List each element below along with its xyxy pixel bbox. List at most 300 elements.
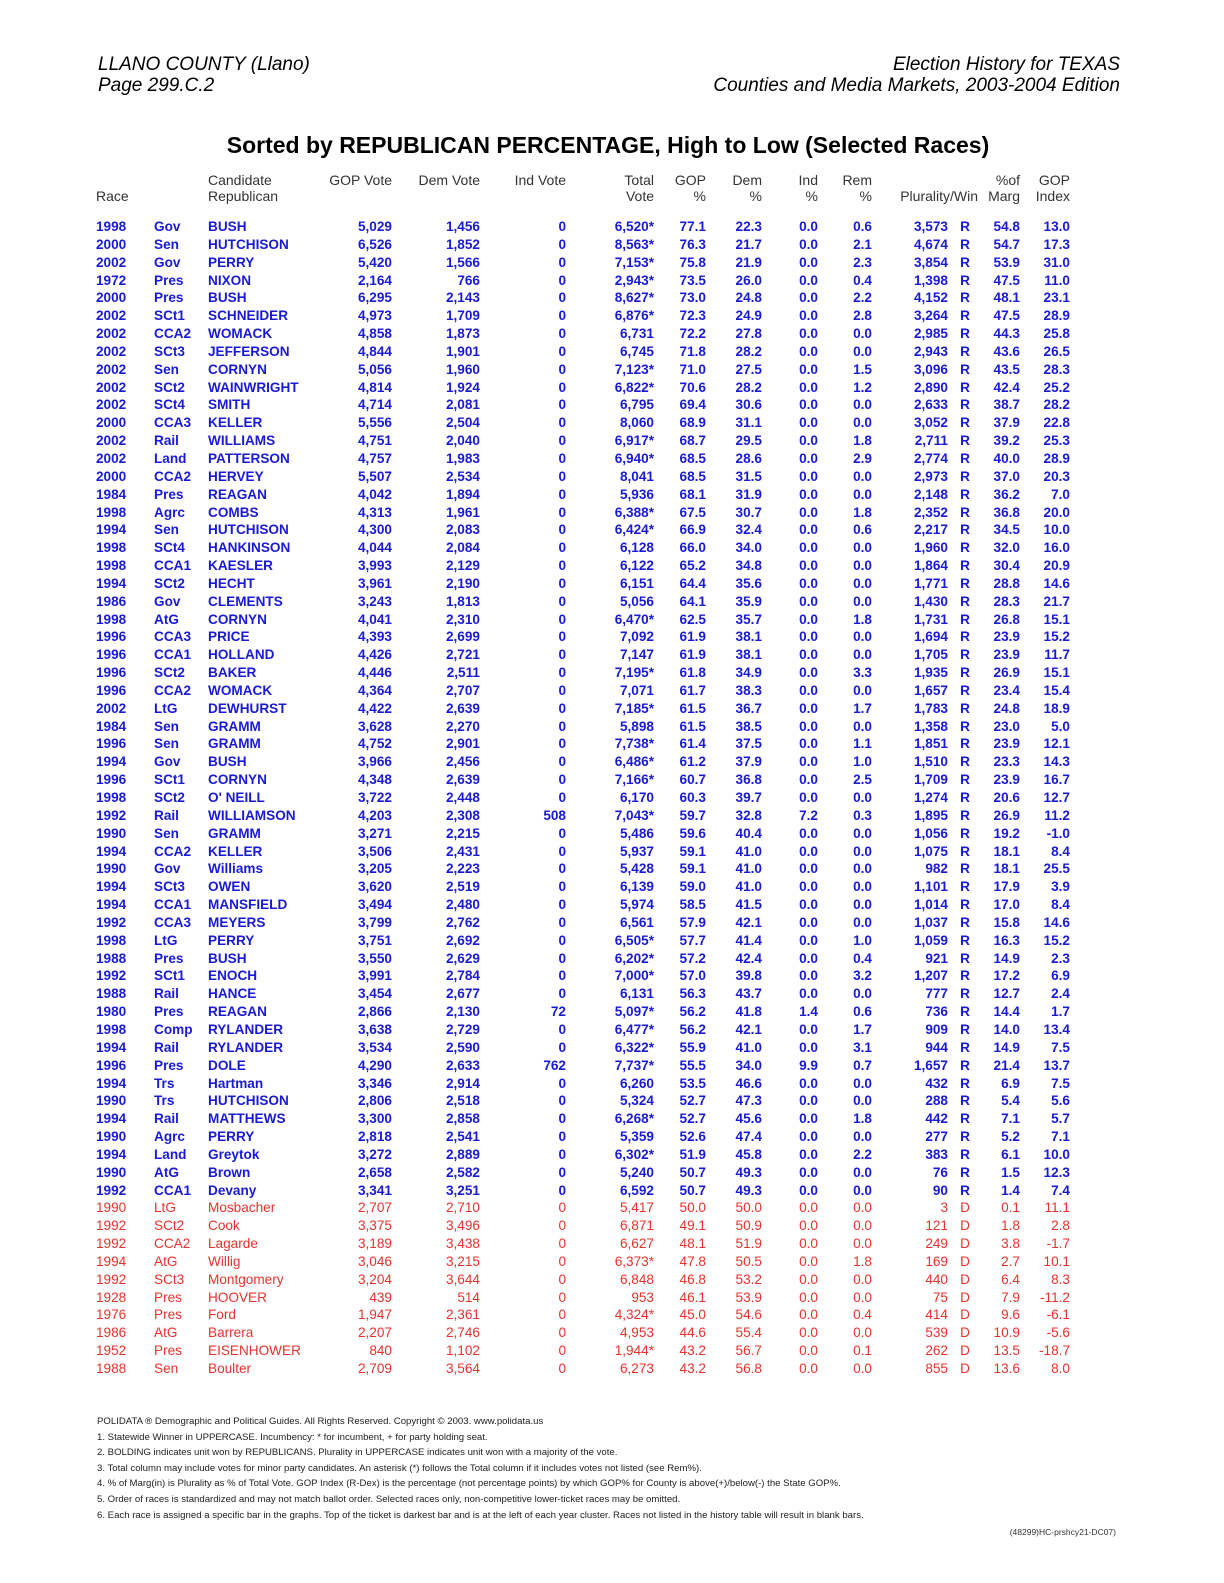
cell-gop-pct: 48.1 [679, 1236, 706, 1252]
cell-plurality: 1,430 [913, 593, 948, 609]
cell-gop-pct: 60.3 [679, 790, 706, 805]
cell-plurality: 1,398 [913, 272, 948, 288]
cell-plurality: 2,774 [913, 450, 948, 466]
cell-candidate: COMBS [208, 504, 259, 520]
cell-office: LtG [154, 700, 178, 716]
cell-gop-vote: 4,290 [357, 1057, 392, 1073]
cell-ind-vote: 0 [558, 629, 566, 645]
cell-dem-vote: 2,633 [445, 1057, 480, 1073]
cell-candidate: GRAMM [208, 736, 261, 752]
cell-office: Pres [154, 950, 184, 966]
page-header-right [713, 54, 1120, 96]
cell-plurality: 1,771 [913, 575, 948, 591]
table-row [94, 1003, 1072, 1021]
cell-total-vote: 6,477* [614, 1021, 654, 1037]
cell-dem-vote: 2,519 [445, 879, 480, 895]
cell-gop-index: -6.1 [1046, 1307, 1070, 1323]
cell-dem-vote: 3,496 [445, 1218, 480, 1234]
cell-dem-vote: 1,983 [445, 450, 480, 466]
cell-ind-pct: 0.0 [799, 486, 818, 502]
cell-gop-index: 1.7 [1051, 1004, 1070, 1020]
cell-rem-pct: 2.9 [853, 450, 872, 466]
cell-pct-margin: 24.8 [993, 700, 1020, 716]
cell-office: SCt4 [154, 397, 185, 413]
cell-dem-pct: 31.5 [735, 468, 762, 484]
cell-winner: R [960, 790, 970, 805]
cell-plurality: 539 [925, 1325, 948, 1341]
county-name: LLANO COUNTY (Llano) [98, 54, 310, 75]
cell-ind-pct: 0.0 [799, 468, 818, 484]
cell-dem-pct: 24.8 [735, 290, 762, 306]
cell-gop-index: 11.1 [1044, 1200, 1070, 1216]
cell-pct-margin: 47.5 [993, 272, 1020, 288]
cell-office: CCA3 [154, 629, 192, 645]
cell-candidate: Mosbacher [208, 1200, 276, 1216]
cell-ind-vote: 0 [558, 879, 566, 895]
cell-office: Trs [154, 1075, 175, 1091]
table-row [94, 950, 1072, 968]
table-row [94, 307, 1072, 325]
table-row [94, 325, 1072, 343]
cell-ind-vote: 0 [558, 1182, 566, 1198]
cell-year: 1996 [96, 736, 127, 752]
cell-plurality: 121 [925, 1218, 948, 1234]
cell-dem-vote: 2,639 [445, 772, 480, 788]
table-row [94, 1164, 1072, 1182]
cell-dem-vote: 2,762 [445, 914, 480, 930]
cell-plurality: 1,274 [913, 790, 948, 805]
cell-candidate: Brown [208, 1164, 251, 1180]
cell-ind-pct: 0.0 [799, 718, 818, 734]
cell-rem-pct: 0.0 [853, 1093, 872, 1109]
cell-pct-margin: 26.9 [993, 807, 1020, 823]
table-row [94, 1271, 1072, 1289]
cell-ind-pct: 0.0 [799, 236, 818, 252]
cell-gop-index: 28.9 [1043, 308, 1070, 324]
cell-ind-vote: 0 [558, 736, 566, 752]
page-number: Page 299.C.2 [98, 75, 215, 96]
cell-dem-vote: 2,310 [445, 611, 480, 627]
cell-rem-pct: 0.4 [853, 950, 872, 966]
cell-year: 2002 [96, 361, 127, 377]
cell-dem-pct: 56.7 [735, 1343, 762, 1359]
cell-pct-margin: 37.9 [993, 415, 1020, 431]
cell-gop-pct: 53.5 [679, 1075, 706, 1091]
cell-rem-pct: 0.6 [853, 522, 872, 538]
cell-dem-vote: 2,081 [445, 397, 480, 413]
table-header [94, 172, 1072, 218]
cell-gop-index: 3.9 [1051, 879, 1070, 895]
cell-ind-vote: 0 [558, 397, 566, 413]
cell-dem-pct: 34.9 [735, 665, 762, 681]
cell-winner: R [960, 236, 970, 252]
cell-dem-pct: 32.8 [735, 807, 762, 823]
table-row [94, 932, 1072, 950]
cell-dem-vote: 1,456 [445, 219, 480, 234]
cell-plurality: 1,731 [913, 611, 948, 627]
cell-gop-vote: 4,426 [357, 647, 392, 663]
cell-gop-pct: 68.5 [679, 468, 706, 484]
cell-gop-index: 17.3 [1043, 236, 1070, 252]
cell-office: Pres [154, 1343, 182, 1359]
cell-gop-vote: 5,556 [357, 415, 392, 431]
cell-year: 1952 [96, 1343, 127, 1359]
cell-ind-vote: 0 [558, 468, 566, 484]
cell-dem-pct: 21.7 [735, 236, 762, 252]
col-rem-pct: Rem % [842, 172, 872, 204]
cell-winner: R [960, 1129, 970, 1145]
cell-dem-pct: 28.2 [735, 343, 762, 359]
cell-plurality: 1,056 [913, 825, 948, 841]
cell-gop-index: 7.1 [1051, 1129, 1070, 1145]
cell-pct-margin: 28.3 [993, 593, 1020, 609]
cell-rem-pct: 2.2 [853, 1146, 872, 1162]
col-gop-pct: GOP % [674, 172, 706, 204]
cell-winner: R [960, 1021, 970, 1037]
cell-year: 2000 [96, 236, 127, 252]
cell-plurality: 3,854 [913, 254, 948, 270]
cell-year: 1990 [96, 861, 127, 877]
table-body [94, 218, 1072, 1378]
cell-ind-vote: 0 [558, 1307, 566, 1323]
cell-winner: R [960, 540, 970, 556]
cell-year: 1928 [96, 1289, 127, 1305]
cell-plurality: 1,895 [913, 807, 948, 823]
cell-pct-margin: 42.4 [993, 379, 1020, 395]
table-row [94, 1306, 1072, 1324]
table-row [94, 896, 1072, 914]
cell-dem-vote: 2,677 [445, 986, 480, 1002]
cell-dem-vote: 514 [457, 1289, 480, 1305]
cell-candidate: RYLANDER [208, 1039, 284, 1055]
cell-total-vote: 7,043* [614, 807, 654, 823]
cell-ind-pct: 0.0 [799, 558, 818, 574]
table-row [94, 450, 1072, 468]
cell-ind-pct: 0.0 [799, 540, 818, 556]
cell-rem-pct: 0.0 [853, 593, 872, 609]
cell-ind-pct: 0.0 [799, 522, 818, 538]
cell-dem-vote: 2,590 [445, 1039, 480, 1055]
cell-total-vote: 5,240 [619, 1164, 654, 1180]
cell-gop-index: 5.0 [1051, 718, 1070, 734]
cell-gop-index: 5.7 [1051, 1111, 1070, 1127]
cell-pct-margin: 39.2 [993, 433, 1020, 449]
cell-winner: R [960, 825, 970, 841]
cell-ind-vote: 0 [558, 450, 566, 466]
cell-dem-pct: 49.3 [735, 1164, 762, 1180]
cell-winner: R [960, 1111, 970, 1127]
table-row [94, 628, 1072, 646]
cell-gop-pct: 68.9 [679, 415, 706, 431]
cell-pct-margin: 16.3 [993, 932, 1020, 948]
cell-candidate: Devany [208, 1182, 257, 1198]
cell-year: 1994 [96, 1039, 127, 1055]
cell-dem-vote: 2,361 [445, 1307, 480, 1323]
cell-pct-margin: 7.9 [1001, 1289, 1020, 1305]
cell-ind-pct: 0.0 [799, 1307, 818, 1323]
cell-pct-margin: 44.3 [993, 326, 1020, 342]
cell-winner: R [960, 1004, 970, 1020]
cell-year: 1984 [96, 718, 127, 734]
cell-plurality: 1,101 [913, 879, 948, 895]
cell-office: SCt2 [154, 379, 185, 395]
cell-dem-vote: 2,083 [445, 522, 480, 538]
cell-total-vote: 7,123* [614, 361, 654, 377]
col-pct-margin: %of Marg [988, 172, 1020, 204]
cell-dem-pct: 34.8 [735, 558, 762, 574]
cell-dem-vote: 2,223 [445, 861, 480, 877]
cell-ind-pct: 0.0 [799, 879, 818, 895]
cell-winner: D [960, 1307, 970, 1323]
cell-dem-vote: 2,504 [445, 415, 480, 431]
cell-plurality: 855 [925, 1361, 948, 1376]
cell-ind-pct: 7.2 [799, 807, 818, 823]
table-row [94, 1182, 1072, 1200]
cell-plurality: 3,052 [913, 415, 948, 431]
cell-dem-pct: 47.3 [735, 1093, 762, 1109]
cell-office: Pres [154, 1307, 182, 1323]
cell-winner: R [960, 504, 970, 520]
cell-plurality: 1,657 [913, 1057, 948, 1073]
cell-pct-margin: 23.9 [993, 647, 1020, 663]
cell-year: 1992 [96, 968, 127, 984]
cell-plurality: 1,935 [913, 665, 948, 681]
table-row [94, 254, 1072, 272]
cell-total-vote: 6,122 [619, 558, 654, 574]
cell-total-vote: 6,795 [619, 397, 654, 413]
cell-pct-margin: 13.6 [993, 1361, 1020, 1376]
table-row [94, 396, 1072, 414]
cell-plurality: 3 [940, 1200, 948, 1216]
cell-candidate: HUTCHISON [208, 1093, 289, 1109]
cell-gop-index: 2.3 [1051, 950, 1070, 966]
cell-dem-vote: 2,130 [445, 1004, 480, 1020]
cell-year: 1998 [96, 219, 127, 234]
cell-ind-pct: 0.0 [799, 308, 818, 324]
cell-plurality: 1,960 [913, 540, 948, 556]
cell-pct-margin: 17.9 [993, 879, 1020, 895]
cell-gop-vote: 2,164 [357, 272, 392, 288]
cell-gop-vote: 4,203 [357, 807, 392, 823]
cell-gop-vote: 1,947 [357, 1307, 392, 1323]
cell-dem-pct: 31.1 [735, 415, 762, 431]
cell-gop-vote: 5,507 [357, 468, 392, 484]
cell-ind-pct: 0.0 [799, 254, 818, 270]
cell-gop-index: -1.0 [1046, 825, 1070, 841]
cell-winner: R [960, 361, 970, 377]
cell-plurality: 1,709 [913, 772, 948, 788]
cell-gop-pct: 73.0 [679, 290, 706, 306]
cell-dem-vote: 2,729 [445, 1021, 480, 1037]
cell-dem-pct: 37.5 [735, 736, 762, 752]
cell-total-vote: 5,417 [619, 1200, 654, 1216]
cell-ind-vote: 0 [558, 914, 566, 930]
cell-ind-pct: 0.0 [799, 825, 818, 841]
col-plurality-win: Plurality/Win [900, 188, 978, 204]
cell-year: 1996 [96, 772, 127, 788]
cell-candidate: HUTCHISON [208, 522, 289, 538]
table-row [94, 789, 1072, 807]
cell-winner: R [960, 593, 970, 609]
cell-plurality: 2,217 [913, 522, 948, 538]
table-row [94, 967, 1072, 985]
cell-pct-margin: 26.9 [993, 665, 1020, 681]
cell-ind-vote: 762 [543, 1057, 566, 1073]
cell-gop-vote: 3,243 [357, 593, 392, 609]
cell-gop-vote: 4,313 [357, 504, 392, 520]
cell-gop-vote: 3,046 [357, 1253, 392, 1269]
cell-gop-index: 8.0 [1051, 1361, 1070, 1376]
cell-ind-pct: 0.0 [799, 433, 818, 449]
cell-gop-vote: 2,866 [357, 1004, 392, 1020]
cell-plurality: 1,358 [913, 718, 948, 734]
cell-total-vote: 5,936 [619, 486, 654, 502]
cell-gop-index: 7.0 [1051, 486, 1070, 502]
cell-winner: R [960, 326, 970, 342]
cell-ind-vote: 0 [558, 272, 566, 288]
publication-subtitle: Counties and Media Markets, 2003-2004 Edition [713, 75, 1120, 96]
cell-office: LtG [154, 932, 178, 948]
cell-ind-vote: 0 [558, 1164, 566, 1180]
cell-rem-pct: 2.1 [853, 236, 872, 252]
cell-dem-vote: 2,215 [445, 825, 480, 841]
cell-gop-vote: 3,506 [357, 843, 392, 859]
cell-ind-pct: 0.0 [799, 647, 818, 663]
cell-ind-vote: 0 [558, 486, 566, 502]
cell-dem-vote: 2,914 [445, 1075, 480, 1091]
cell-plurality: 2,352 [913, 504, 948, 520]
cell-winner: R [960, 665, 970, 681]
cell-candidate: Williams [208, 861, 264, 877]
cell-gop-vote: 4,393 [357, 629, 392, 645]
cell-winner: R [960, 986, 970, 1002]
cell-year: 1992 [96, 807, 127, 823]
cell-ind-pct: 0.0 [799, 1146, 818, 1162]
cell-ind-pct: 0.0 [799, 736, 818, 752]
cell-rem-pct: 0.0 [853, 718, 872, 734]
cell-gop-vote: 4,751 [357, 433, 392, 449]
cell-dem-pct: 29.5 [735, 433, 762, 449]
cell-winner: R [960, 861, 970, 877]
cell-candidate: Barrera [208, 1325, 254, 1341]
cell-plurality: 90 [932, 1182, 948, 1198]
table-row [94, 218, 1072, 236]
cell-year: 1972 [96, 272, 127, 288]
cell-total-vote: 7,738* [614, 736, 654, 752]
cell-ind-pct: 0.0 [799, 1218, 818, 1234]
table-row [94, 1253, 1072, 1271]
cell-rem-pct: 1.2 [853, 379, 872, 395]
cell-office: Rail [154, 1039, 179, 1055]
cell-ind-vote: 0 [558, 825, 566, 841]
cell-pct-margin: 6.4 [1001, 1271, 1020, 1287]
cell-total-vote: 6,871 [619, 1218, 654, 1234]
cell-total-vote: 6,505* [614, 932, 654, 948]
cell-pct-margin: 5.4 [1001, 1093, 1020, 1109]
cell-candidate: Ford [208, 1307, 236, 1323]
col-race: Race [96, 188, 129, 204]
cell-rem-pct: 1.8 [853, 504, 872, 520]
cell-dem-pct: 36.8 [735, 772, 762, 788]
cell-dem-pct: 41.0 [735, 879, 762, 895]
cell-pct-margin: 1.4 [1001, 1182, 1020, 1198]
cell-gop-vote: 3,961 [357, 575, 392, 591]
table-row [94, 486, 1072, 504]
cell-office: CCA2 [154, 468, 192, 484]
table-row [94, 878, 1072, 896]
cell-total-vote: 6,273 [619, 1361, 654, 1376]
cell-dem-pct: 50.9 [735, 1218, 762, 1234]
cell-gop-index: 18.9 [1043, 700, 1070, 716]
cell-gop-vote: 3,204 [357, 1271, 392, 1287]
cell-winner: R [960, 754, 970, 770]
cell-year: 2002 [96, 326, 127, 342]
cell-plurality: 1,783 [913, 700, 948, 716]
cell-gop-index: 13.7 [1043, 1057, 1070, 1073]
cell-year: 1994 [96, 522, 127, 538]
cell-year: 1994 [96, 1111, 127, 1127]
cell-gop-index: 16.0 [1043, 540, 1070, 556]
cell-gop-index: 11.2 [1044, 807, 1070, 823]
cell-ind-pct: 0.0 [799, 968, 818, 984]
cell-winner: R [960, 950, 970, 966]
cell-pct-margin: 23.9 [993, 772, 1020, 788]
cell-gop-vote: 3,966 [357, 754, 392, 770]
cell-year: 1994 [96, 575, 127, 591]
cell-gop-pct: 55.9 [679, 1039, 706, 1055]
cell-ind-pct: 0.0 [799, 1021, 818, 1037]
table-row [94, 985, 1072, 1003]
footnote-2: 2. BOLDING indicates unit won by REPUBLICANS. Plurality in UPPERCASE indicates unit won with a majority of the vote. [97, 1447, 618, 1459]
cell-gop-pct: 67.5 [679, 504, 706, 520]
cell-pct-margin: 53.9 [993, 254, 1020, 270]
cell-plurality: 2,711 [914, 433, 948, 449]
cell-gop-pct: 52.6 [679, 1129, 706, 1145]
cell-ind-pct: 0.0 [799, 1093, 818, 1109]
cell-winner: R [960, 343, 970, 359]
cell-total-vote: 6,388* [614, 504, 654, 520]
cell-pct-margin: 0.1 [1001, 1200, 1020, 1216]
cell-dem-vote: 3,251 [445, 1182, 480, 1198]
cell-dem-pct: 49.3 [735, 1182, 762, 1198]
cell-gop-index: -5.6 [1046, 1325, 1070, 1341]
cell-office: Rail [154, 433, 179, 449]
cell-ind-vote: 0 [558, 682, 566, 698]
cell-dem-pct: 27.8 [735, 326, 762, 342]
cell-gop-vote: 3,751 [357, 932, 392, 948]
cell-rem-pct: 0.0 [853, 825, 872, 841]
cell-gop-pct: 62.5 [679, 611, 706, 627]
cell-total-vote: 8,563* [614, 236, 654, 252]
page-header-left [98, 54, 310, 96]
cell-office: Agrc [154, 1129, 185, 1145]
cell-rem-pct: 0.0 [853, 1236, 872, 1252]
cell-gop-vote: 3,799 [357, 914, 392, 930]
cell-year: 1988 [96, 1361, 127, 1376]
cell-plurality: 262 [925, 1343, 948, 1359]
cell-gop-pct: 59.7 [679, 807, 706, 823]
cell-rem-pct: 0.0 [853, 1289, 872, 1305]
cell-office: SCt3 [154, 879, 185, 895]
cell-gop-pct: 61.5 [679, 700, 706, 716]
cell-dem-vote: 1,924 [445, 379, 480, 395]
cell-year: 1990 [96, 1093, 127, 1109]
election-results-table [94, 172, 1072, 1378]
cell-gop-vote: 4,757 [357, 450, 392, 466]
cell-pct-margin: 6.1 [1001, 1146, 1020, 1162]
cell-candidate: PERRY [208, 254, 255, 270]
cell-ind-pct: 0.0 [799, 361, 818, 377]
